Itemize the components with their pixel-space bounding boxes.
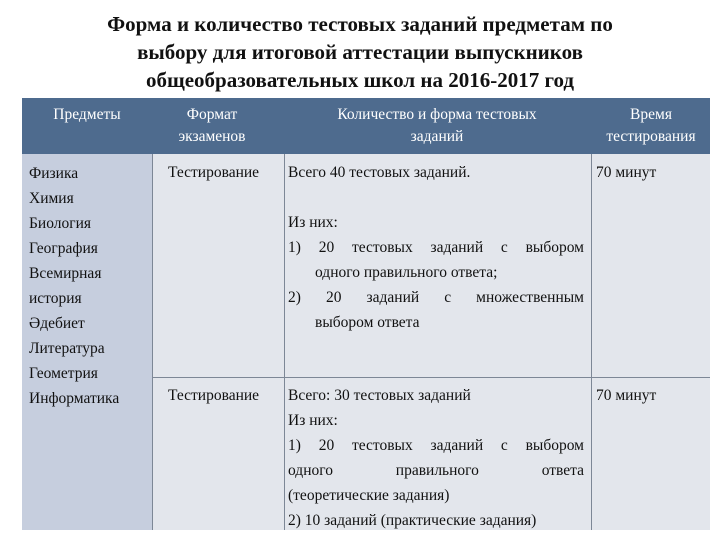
column-divider: [284, 154, 285, 530]
header-time-line1: Время: [630, 106, 672, 123]
subjects-column: [22, 154, 152, 530]
column-divider: [152, 154, 153, 530]
header-count-line1: Количество и форма тестовых: [337, 106, 537, 123]
subject-item: Всемирная: [29, 265, 102, 282]
row1-format: Тестирование: [168, 164, 260, 181]
header-subjects: [22, 98, 152, 154]
header-subjects-label: Предметы: [53, 106, 121, 123]
row2-count-total: Всего: 30 тестовых заданий: [288, 387, 471, 404]
header-format-line1: Формат: [186, 106, 238, 123]
subject-item: Геометрия: [29, 365, 98, 382]
row2-item1-line1: 1) 20 тестовых заданий с выбором: [288, 437, 584, 454]
table-header-row: [22, 98, 710, 154]
header-format-line2: экзаменов: [178, 128, 246, 145]
header-time-line2: тестирования: [606, 128, 696, 145]
title-line-2: выбору для итоговой аттестации выпускников: [137, 40, 583, 64]
row2-time: 70 минут: [596, 387, 657, 404]
row1-item2-line2: выбором ответа: [315, 314, 420, 331]
page-title: [30, 10, 690, 94]
row2-item2-line1: 2) 10 заданий (практические задания): [288, 512, 537, 529]
column-divider: [591, 154, 592, 530]
row2-item1-line3: (теоретические задания): [288, 487, 450, 504]
subject-item: Биология: [29, 215, 92, 232]
row2-format: Тестирование: [168, 387, 260, 404]
subject-item: Информатика: [29, 390, 120, 407]
subject-item: история: [29, 290, 82, 307]
row1-item1-line1: 1) 20 тестовых заданий с выбором: [288, 239, 584, 256]
header-time: [592, 98, 710, 154]
header-count-line2: заданий: [410, 128, 464, 145]
subject-item: Химия: [29, 190, 74, 207]
row2-count-of-them: Из них:: [288, 412, 338, 429]
header-count: [284, 98, 590, 154]
subject-item: Литература: [29, 340, 105, 357]
title-line-3: общеобразовательных школ на 2016-2017 год: [145, 68, 575, 92]
title-line-1: Форма и количество тестовых заданий предметам по: [107, 12, 613, 36]
exam-table: [22, 98, 710, 530]
row1-time: 70 минут: [596, 164, 657, 181]
row1-item2-line1: 2) 20 заданий с множественным: [288, 289, 584, 306]
row2-item1-line2: одного правильного ответа: [288, 462, 584, 479]
subject-item: География: [29, 240, 98, 257]
row1-count-of-them: Из них:: [288, 214, 338, 231]
row-divider: [153, 377, 710, 378]
row1-count-total: Всего 40 тестовых заданий.: [288, 164, 471, 181]
header-format: [153, 98, 271, 154]
subject-item: Әдебиет: [29, 315, 85, 332]
subject-item: Физика: [29, 165, 79, 182]
row1-item1-line2: одного правильного ответа;: [315, 264, 498, 281]
